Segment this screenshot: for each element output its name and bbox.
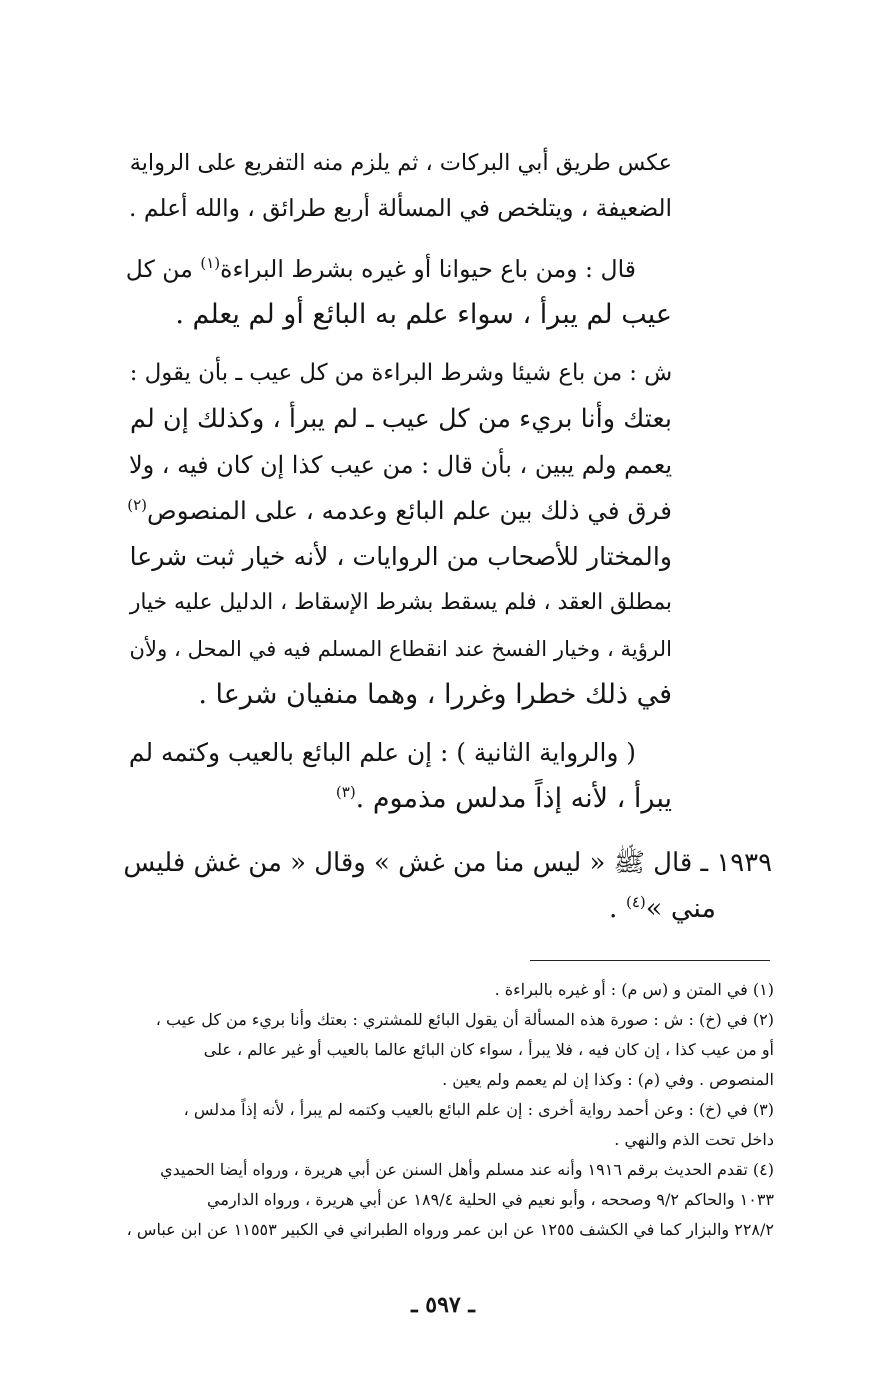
footnote-line: ٢٢٨/٢ والبزار كما في الكشف ١٢٥٥ عن ابن عمر ورواه الطبراني في الكبير ١١٥٥٣ عن ابن عباس ، — [126, 1220, 774, 1239]
text-line — [110, 886, 772, 932]
text-line: عيب لم يبرأ ، سواء علم به البائع أو لم يعلم . — [175, 299, 672, 330]
text-line — [118, 776, 672, 822]
text-line: بعتك وأنا بريء من كل عيب ـ لم يبرأ ، وكذلك إن لم — [129, 404, 672, 434]
footnote-ref: (٣) — [335, 783, 356, 801]
text-line — [118, 246, 672, 292]
paragraph-matn — [118, 246, 672, 338]
footnote-line: (١) في المتن و (س م) : أو غيره بالبراءة . — [494, 980, 774, 999]
text-segment: من كل — [125, 255, 201, 283]
text-segment: مني » — [645, 893, 716, 924]
paragraph-continuation — [118, 140, 672, 232]
footnote-line: المنصوص . وفي (م) : وكذا إن لم يعمم ولم يعين . — [442, 1070, 774, 1089]
text-line: الرؤية ، وخيار الفسخ عند انقطاع المسلم فيه في المحل ، ولأن — [129, 636, 672, 661]
footnote-ref: (١) — [200, 254, 221, 273]
footnote-line: (٣) في (خ) : وعن أحمد رواية أخرى : إن علم البائع بالعيب وكتمه لم يبرأ ، لأنه إذاً مدلس ، — [183, 1100, 774, 1119]
text-segment: فرق في ذلك بين علم البائع وعدمه ، على المنصوص — [146, 496, 672, 525]
text-line: في ذلك خطرا وغررا ، وهما منفيان شرعا . — [198, 679, 672, 710]
text-segment: يبرأ ، لأنه إذاً مدلس مذموم . — [355, 783, 672, 814]
footnotes — [114, 975, 774, 1245]
text-segment: . — [608, 893, 626, 924]
footnote-ref: (٤) — [626, 893, 646, 911]
text-line: ( والرواية الثانية ) : إن علم البائع بالعيب وكتمه لم — [128, 738, 636, 767]
text-line: يعمم ولم يبين ، بأن قال : من عيب كذا إن كان فيه ، ولا — [129, 451, 672, 479]
text-line: الضعيفة ، ويتلخص في المسألة أربع طرائق ، والله أعلم . — [129, 195, 672, 222]
footnote-line: أو من عيب كذا ، إن كان فيه ، فلا يبرأ ، سواء كان البائع عالما بالعيب أو غير عالم ، على — [203, 1040, 774, 1059]
footnote-line: (٢) في (خ) : ش : صورة هذه المسألة أن يقول البائع للمشتري : بعتك وأنا بريء من كل عيب ، — [155, 1010, 774, 1029]
text-line: عكس طريق أبي البركات ، ثم يلزم منه التفريع على الرواية — [129, 150, 672, 176]
footnote-line: داخل تحت الذم والنهي . — [614, 1130, 774, 1149]
text-line: بمطلق العقد ، فلم يسقط بشرط الإسقاط ، الدليل عليه خيار — [129, 590, 672, 615]
text-line: والمختار للأصحاب من الروايات ، لأنه خيار ثبت شرعا — [129, 542, 672, 571]
paragraph-second-narration — [118, 730, 672, 822]
text-line: ١٩٣٩ ـ قال ﷺ « ليس منا من غش » وقال « من غش فليس — [123, 848, 772, 878]
text-segment: قال : ومن باع حيوانا أو غيره بشرط البراءة — [220, 255, 636, 283]
paragraph-sharh — [118, 350, 672, 718]
paragraph-hadith — [110, 840, 772, 932]
footnote-separator — [530, 960, 770, 961]
footnote-ref: (٢) — [127, 495, 147, 514]
footnote-line: (٤) تقدم الحديث برقم ١٩١٦ وأنه عند مسلم وأهل السنن عن أبي هريرة ، ورواه أيضا الحميدي — [160, 1160, 774, 1179]
text-line: ش : من باع شيئا وشرط البراءة من كل عيب ـ بأن يقول : — [129, 360, 672, 386]
page-number: ـ ٥٩٧ ـ — [411, 1292, 475, 1318]
footnote-line: ١٠٣٣ والحاكم ٩/٢ وصححه ، وأبو نعيم في الحلية ١٨٩/٤ عن أبي هريرة ، ورواه الدارمي — [207, 1190, 774, 1209]
text-line — [118, 488, 672, 534]
